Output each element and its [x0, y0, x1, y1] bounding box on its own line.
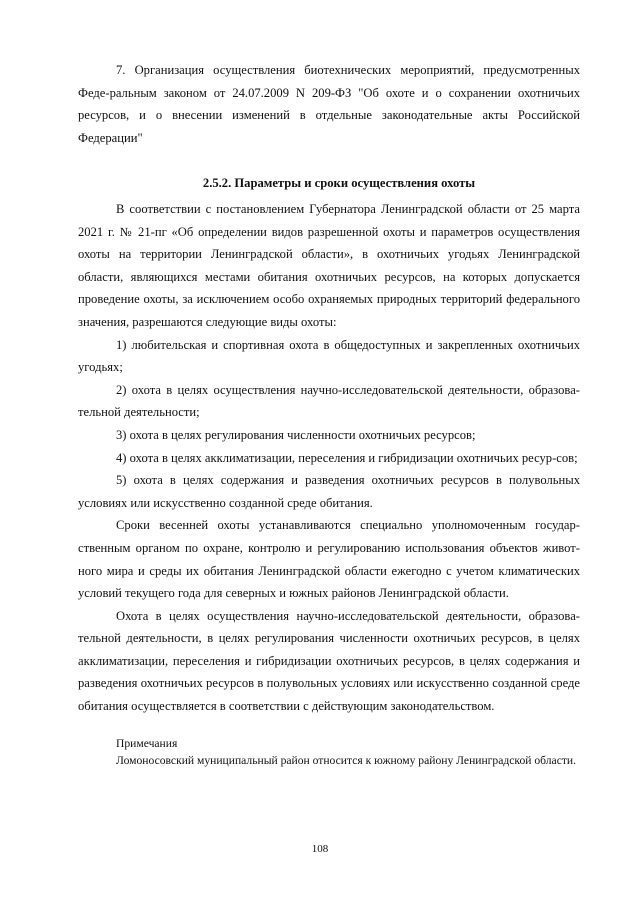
list-item-2: 2) охота в целях осуществления научно-исследовательской деятельности, образова-тельной деятельности;	[78, 382, 580, 420]
list-item-1: 1) любительская и спортивная охота в общедоступных и закрепленных охотничьих угодьях;	[78, 337, 580, 375]
notes-title: Примечания	[116, 737, 178, 750]
section-heading: 2.5.2. Параметры и сроки осуществления охоты	[202, 176, 476, 190]
paragraph-intro: В соответствии с постановлением Губернатора Ленинградской области от 25 марта 2021 г. № 21-пг «Об определении видов разрешенной охоты и параметров осуществления охоты на территории Ленинградской области», в охотничьих угодьях Ленинградской области, являющихся местами обитания охотничьих ресурсов, на которых допускается проведение охоты, за исключением особо охраняемых природных территорий федерального значения, разрешаются следующие виды охоты:	[78, 202, 580, 329]
paragraph-hunting-purposes: Охота в целях осуществления научно-исследовательской деятельности, образова-тельной деятельности, в целях регулирования численности охотничьих ресурсов, в целях акклиматизации, переселения и гибридизации охотничьих ресурсов, в целях содержания и разведения охотничьих ресурсов в полувольных условиях или искусственно созданной среде обитания осуществляется в соответствии с действующим законодательством.	[78, 608, 580, 714]
notes-block	[78, 736, 580, 769]
list-item-4: 4) охота в целях акклиматизации, переселения и гибридизации охотничьих ресур-сов;	[116, 450, 578, 465]
page-number: 108	[311, 843, 329, 855]
item7-text: 7. Организация осуществления биотехнических мероприятий, предусмотренных Феде-ральным законом от 24.07.2009 N 209-ФЗ "Об охоте и о сохранении охотничьих ресурсов, и о внесении изменений в отдельные законодательные акты Российской Федерации"	[78, 63, 580, 145]
list-item-5: 5) охота в целях содержания и разведения охотничьих ресурсов в полувольных условиях или искусственно созданной среде обитания.	[78, 473, 580, 510]
list-item-7	[78, 59, 580, 149]
list-item-3: 3) охота в целях регулирования численности охотничьих ресурсов;	[116, 427, 476, 442]
paragraph-spring-hunting: Сроки весенней охоты устанавливаются специально уполномоченным государ-ственным органом по охране, контролю и регулированию использования объектов живот-ного мира и среды их обитания Ленинградской области ежегодно с учетом климатических условий текущего года для северных и южных районов Ленинградской области.	[78, 518, 580, 601]
notes-text: Ломоносовский муниципальный район относится к южному району Ленинградской области.	[116, 753, 577, 767]
section-body	[78, 198, 580, 718]
